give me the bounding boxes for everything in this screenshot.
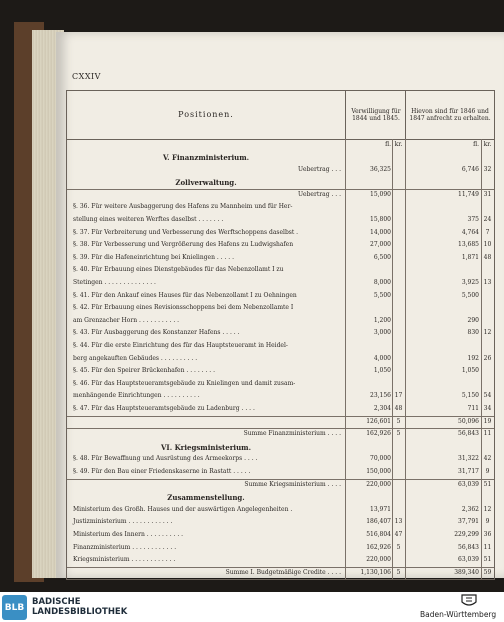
gulden-value: 711 bbox=[467, 405, 479, 412]
table-row bbox=[67, 504, 494, 516]
kreuzer-value: 51 bbox=[483, 556, 492, 564]
gulden-value: 6,746 bbox=[461, 165, 479, 173]
kreuzer-value: 31 bbox=[483, 190, 492, 198]
gulden-value: 4,764 bbox=[461, 228, 479, 236]
gulden-value: 27,000 bbox=[370, 241, 391, 249]
gulden-value: 1,050 bbox=[373, 367, 391, 375]
table-row bbox=[67, 252, 494, 264]
book-page bbox=[56, 32, 504, 578]
kreuzer-value: 5 bbox=[396, 430, 401, 438]
table-row bbox=[67, 239, 494, 251]
blb-logo: BLB bbox=[2, 595, 27, 620]
kreuzer-value: 5 bbox=[396, 568, 401, 576]
kreuzer-value: 9 bbox=[485, 468, 490, 475]
table-row bbox=[67, 567, 494, 579]
row-label: Kriegsministerium . . . . . . . . . . . . bbox=[73, 556, 176, 564]
kreuzer-value: 12 bbox=[483, 505, 492, 513]
gulden-value: 4,000 bbox=[373, 354, 391, 362]
row-label: §. 46. Für das Hauptsteueramtsgebäude zu Knielingen und damit zusam- bbox=[73, 379, 296, 387]
table-row bbox=[67, 214, 494, 226]
kreuzer-value: 51 bbox=[483, 480, 492, 488]
gulden-value: 192 bbox=[467, 354, 479, 362]
row-label: §. 41. Für den Ankauf eines Hauses für das Nebenzollamt I zu Oehningen bbox=[73, 291, 297, 299]
gulden-value: 11,749 bbox=[458, 190, 479, 198]
kreuzer-value: 5 bbox=[396, 417, 401, 425]
row-label: §. 40. Für Erbauung eines Dienstgebäudes für das Nebenzollamt I zu bbox=[73, 266, 284, 274]
kreuzer-value: 19 bbox=[483, 417, 492, 425]
kreuzer-value: 11 bbox=[483, 543, 492, 551]
row-label: Ministerium des Großh. Hauses und der auswärtigen Angelegenheiten . bbox=[73, 505, 293, 513]
table-row bbox=[67, 201, 494, 213]
library-name-line1: BADISCHE bbox=[32, 597, 81, 607]
table-row bbox=[67, 189, 494, 201]
row-label: §. 47. Für das Hauptsteueramtsgebäude zu Ladenburg . . . . bbox=[73, 405, 255, 412]
row-label: Ministerium des Innern . . . . . . . . . . bbox=[73, 531, 184, 538]
kreuzer-value: 9 bbox=[485, 518, 490, 526]
unit-kr: kr. bbox=[483, 141, 492, 148]
table-row bbox=[67, 327, 494, 339]
gulden-value: 5,150 bbox=[461, 392, 479, 400]
table-row bbox=[67, 403, 494, 415]
gulden-value: 13,971 bbox=[370, 505, 391, 513]
unit-kr: kr. bbox=[394, 141, 403, 148]
unit-fl: fl. bbox=[473, 141, 479, 148]
gulden-value: 63,039 bbox=[458, 556, 479, 564]
kreuzer-value: 36 bbox=[483, 531, 492, 538]
kreuzer-value: 12 bbox=[483, 329, 492, 337]
table-row bbox=[67, 176, 494, 188]
table-row bbox=[67, 491, 494, 503]
row-separator bbox=[67, 428, 494, 429]
kreuzer-value: 48 bbox=[394, 405, 403, 412]
kreuzer-value: 5 bbox=[396, 543, 401, 551]
table-row bbox=[67, 542, 494, 554]
gulden-value: 220,000 bbox=[366, 480, 391, 488]
table-row bbox=[67, 529, 494, 541]
row-label: stellung eines weiteren Werftes daselbst . . . . . . . bbox=[73, 216, 224, 223]
gulden-value: 13,685 bbox=[458, 241, 479, 249]
gulden-value: 126,601 bbox=[366, 417, 391, 425]
kreuzer-value: 32 bbox=[483, 165, 492, 173]
table-row bbox=[67, 302, 494, 314]
library-name bbox=[32, 598, 127, 618]
table-row bbox=[67, 227, 494, 239]
gulden-value: 162,926 bbox=[366, 430, 391, 438]
kreuzer-value: 54 bbox=[483, 392, 492, 400]
table-row bbox=[67, 365, 494, 377]
row-label: Uebertrag . . . bbox=[297, 165, 341, 173]
gulden-value: 63,039 bbox=[458, 480, 479, 488]
gulden-value: 2,304 bbox=[373, 405, 391, 412]
table-row bbox=[67, 378, 494, 390]
gulden-value: 375 bbox=[467, 216, 479, 223]
gulden-value: 389,340 bbox=[454, 568, 479, 576]
gulden-value: 220,000 bbox=[366, 556, 391, 564]
gulden-value: 3,000 bbox=[373, 329, 391, 337]
row-label: am Grenzacher Horn . . . . . . . . . . . bbox=[73, 316, 180, 324]
units-row bbox=[67, 139, 494, 151]
row-separator bbox=[67, 189, 494, 190]
gulden-value: 31,322 bbox=[458, 455, 479, 463]
gulden-value: 2,362 bbox=[461, 505, 479, 513]
row-label: V. Finanzministerium. bbox=[162, 153, 250, 162]
row-label: Justizministerium . . . . . . . . . . . . bbox=[73, 518, 173, 526]
gulden-value: 1,200 bbox=[373, 316, 391, 324]
row-label: §. 38. Für Verbesserung und Vergrößerung des Hafens zu Ludwigshafen bbox=[73, 241, 294, 249]
row-label: §. 44. Für die erste Einrichtung des für das Hauptsteueramt in Heidel- bbox=[73, 342, 288, 349]
gulden-value: 5,500 bbox=[461, 291, 479, 299]
header-bewilligung: Verwilligung für 1844 und 1845. bbox=[345, 91, 406, 139]
gulden-value: 15,800 bbox=[370, 216, 391, 223]
row-label: §. 45. Für den Speirer Brückenhafen . . . . . . . . bbox=[73, 367, 215, 375]
kreuzer-value: 48 bbox=[483, 253, 492, 261]
row-label: §. 42. Für Erbauung eines Revisionsschoppens bei dem Nebenzollamte I bbox=[73, 304, 294, 312]
row-label: Finanzministerium . . . . . . . . . . . . bbox=[73, 543, 177, 551]
gulden-value: 830 bbox=[467, 329, 479, 337]
gulden-value: 186,407 bbox=[366, 518, 391, 526]
header-positionen: Positionen. bbox=[178, 110, 234, 120]
table-row bbox=[67, 315, 494, 327]
row-label: VI. Kriegsministerium. bbox=[160, 442, 252, 452]
row-label: §. 36. Für weitere Ausbaggerung des Hafens zu Mannheim und für Her- bbox=[73, 203, 293, 211]
unit-fl: fl. bbox=[385, 141, 391, 148]
table-row bbox=[67, 441, 494, 453]
kreuzer-value: 42 bbox=[483, 455, 492, 463]
row-label: Zusammenstellung. bbox=[167, 493, 245, 503]
gulden-value: 1,871 bbox=[461, 253, 479, 261]
state-name: Baden-Württemberg bbox=[420, 610, 497, 619]
row-label: Summe Finanzministerium . . . . bbox=[243, 430, 341, 438]
gulden-value: 37,791 bbox=[458, 518, 479, 526]
table-row bbox=[67, 164, 494, 176]
budget-table bbox=[66, 90, 495, 580]
row-label: §. 39. Für die Hafeneinrichtung bei Knielingen . . . . . bbox=[73, 253, 235, 261]
kreuzer-value: 47 bbox=[394, 531, 403, 538]
kreuzer-value: 26 bbox=[483, 354, 492, 362]
row-separator bbox=[67, 479, 494, 480]
row-label: Summe Kriegsministerium . . . . bbox=[244, 480, 341, 488]
library-footer bbox=[0, 592, 504, 622]
kreuzer-value: 13 bbox=[483, 279, 492, 286]
gulden-value: 14,000 bbox=[370, 228, 391, 236]
gulden-value: 3,925 bbox=[461, 279, 479, 286]
row-label: Zollverwaltung. bbox=[175, 178, 237, 188]
row-label: §. 48. Für Bewaffnung und Ausrüstung des Armeekorps . . . . bbox=[73, 455, 258, 463]
kreuzer-value: 34 bbox=[483, 405, 492, 412]
kreuzer-value: 59 bbox=[483, 568, 492, 576]
row-label: Summe I. Budgetmäßige Credite . . . . bbox=[225, 568, 341, 576]
kreuzer-value: 11 bbox=[483, 430, 492, 438]
table-row bbox=[67, 554, 494, 566]
gulden-value: 56,843 bbox=[458, 430, 479, 438]
table-row bbox=[67, 453, 494, 465]
header-hiervon: Hievon sind für 1846 und 1847 anfrecht zu erhalten. bbox=[405, 91, 494, 139]
table-row bbox=[67, 416, 494, 428]
gulden-value: 290 bbox=[467, 316, 479, 324]
gulden-value: 50,096 bbox=[458, 417, 479, 425]
row-label: §. 49. Für den Bau einer Friedenskaserne in Rastatt . . . . . bbox=[73, 468, 251, 475]
gulden-value: 1,050 bbox=[461, 367, 479, 375]
gulden-value: 31,717 bbox=[458, 468, 479, 475]
table-row bbox=[67, 390, 494, 402]
page-number: CXXIV bbox=[72, 72, 101, 81]
row-label: menhängende Einrichtungen . . . . . . . . . . bbox=[73, 392, 200, 400]
table-row bbox=[67, 151, 494, 163]
gulden-value: 15,090 bbox=[370, 190, 391, 198]
table-row bbox=[67, 264, 494, 276]
coat-of-arms-icon bbox=[458, 593, 480, 609]
table-row bbox=[67, 466, 494, 478]
kreuzer-value: 7 bbox=[485, 228, 490, 236]
kreuzer-value: 13 bbox=[394, 518, 403, 526]
gulden-value: 23,156 bbox=[370, 392, 391, 400]
gulden-value: 6,500 bbox=[373, 253, 391, 261]
gulden-value: 150,000 bbox=[366, 468, 391, 475]
gulden-value: 56,843 bbox=[458, 543, 479, 551]
row-label: berg angekauften Gebäudes . . . . . . . . . . bbox=[73, 354, 198, 362]
gulden-value: 516,804 bbox=[366, 531, 391, 538]
gulden-value: 229,299 bbox=[454, 531, 479, 538]
row-label: §. 43. Für Ausbaggerung des Konstanzer Hafens . . . . . bbox=[73, 329, 240, 337]
gulden-value: 36,325 bbox=[370, 165, 391, 173]
row-label: Uebertrag . . . bbox=[297, 190, 341, 198]
table-header bbox=[67, 91, 494, 140]
gulden-value: 8,000 bbox=[373, 279, 391, 286]
kreuzer-value: 17 bbox=[394, 392, 403, 400]
table-row bbox=[67, 353, 494, 365]
library-name-line2: LANDESBIBLIOTHEK bbox=[32, 606, 128, 617]
row-label: §. 37. Für Verbreiterung und Verbesserung des Werftschoppens daselbst . bbox=[73, 228, 299, 236]
table-row bbox=[67, 516, 494, 528]
row-label: Stetingen . . . . . . . . . . . . . . bbox=[73, 279, 156, 286]
kreuzer-value: 24 bbox=[483, 216, 492, 223]
table-row bbox=[67, 277, 494, 289]
row-separator bbox=[67, 567, 494, 568]
table-row bbox=[67, 479, 494, 491]
gulden-value: 162,926 bbox=[366, 543, 391, 551]
table-row bbox=[67, 428, 494, 440]
gulden-value: 70,000 bbox=[370, 455, 391, 463]
table-row bbox=[67, 340, 494, 352]
row-separator bbox=[67, 416, 494, 417]
gulden-value: 5,500 bbox=[373, 291, 391, 299]
kreuzer-value: 10 bbox=[483, 241, 492, 249]
gulden-value: 1,130,106 bbox=[360, 568, 391, 576]
table-row bbox=[67, 290, 494, 302]
